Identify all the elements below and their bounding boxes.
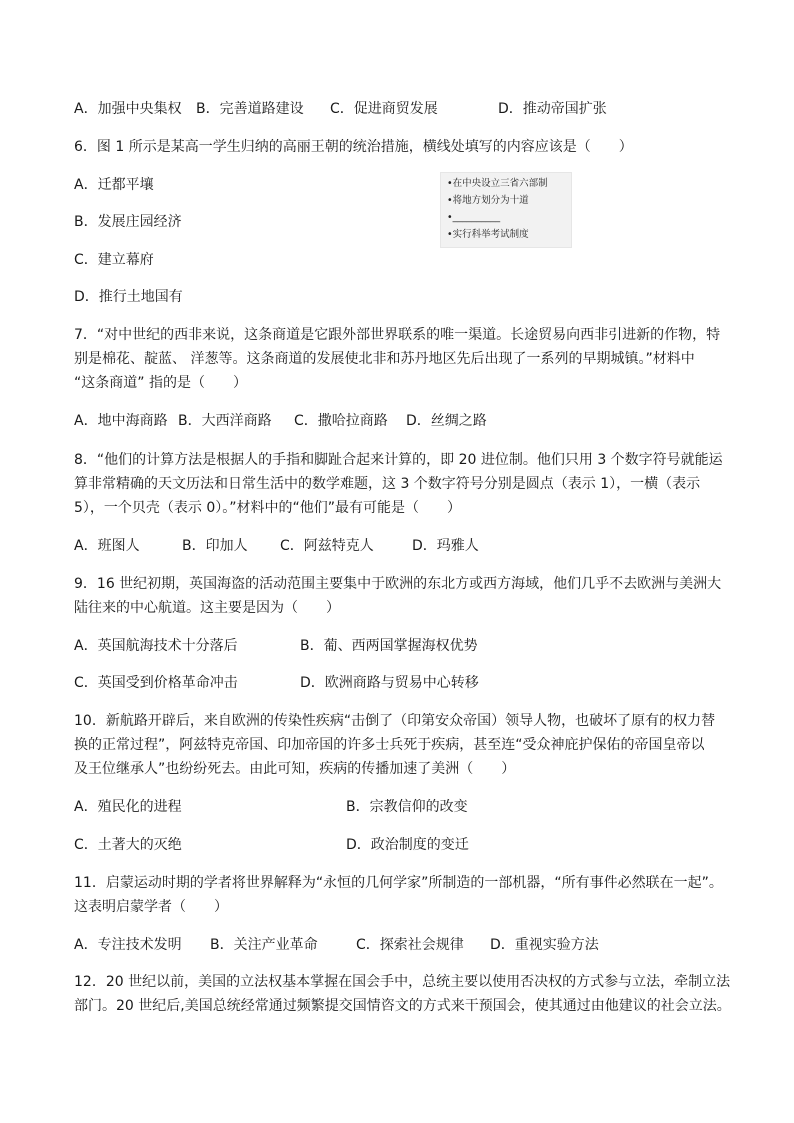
q10-line: 换的正常过程”，阿兹特克帝国、印加帝国的许多士兵死于疾病，甚至连“受众神庇护保佑的帝国皇帝以 [74, 737, 705, 753]
q9-option-d: D．欧洲商路与贸易中心转移 [300, 675, 479, 691]
q7-option-c: C．撒哈拉商路 [294, 413, 388, 429]
q7-line: 别是棉花、靛蓝、 洋葱等。这条商道的发展使北非和苏丹地区先后出现了一系列的早期城镇。”材料中 [74, 351, 695, 367]
q10-line: 及王位继承人”也纷纷死去。由此可知，疾病的传播加速了美洲（ ） [74, 761, 516, 777]
q5-option-a: A．加强中央集权 [74, 101, 182, 117]
q8-line: 算非常精确的天文历法和日常生活中的数学难题，这 3 个数字符号分别是圆点（表示 1），一横（表示 [74, 476, 701, 492]
q8-line: 5），一个贝壳（表示 0）。”材料中的“他们”最有可能是（ ） [74, 500, 462, 516]
q7-option-b: B．大西洋商路 [178, 413, 272, 429]
q10-line: 10．新航路开辟后，来自欧洲的传染性疾病“击倒了（印第安众帝国）领导人物，也破坏了原有的权力替 [74, 713, 716, 729]
q8-option-c: C．阿兹特克人 [280, 538, 374, 554]
q9-option-c: C．英国受到价格革命冲击 [74, 675, 238, 691]
q12-line: 12．20 世纪以前，美国的立法权基本掌握在国会手中，总统主要以使用否决权的方式参与立法，牵制立法 [74, 974, 731, 990]
q5-option-b: B．完善道路建设 [196, 101, 304, 117]
q8-line: 8．“他们的计算方法是根据人的手指和脚趾合起来计算的，即 20 进位制。他们只用 3 个数字符号就能运 [74, 452, 723, 468]
q6-figure-line: •在中央设立三省六部制 [447, 178, 548, 189]
q6-stem: 6．图 1 所示是某高一学生归纳的高丽王朝的统治措施，横线处填写的内容应该是（ ） [74, 139, 633, 155]
q6-figure-line: •__________ [447, 212, 501, 223]
q11-line: 11．启蒙运动时期的学者将世界解释为“永恒的几何学家”所制造的一部机器，“所有事件必然联在一起”。 [74, 875, 723, 891]
q6-option-c: C．建立幕府 [74, 252, 154, 268]
q7-line: “这条商道” 指的是（ ） [74, 375, 247, 391]
q11-line: 这表明启蒙学者（ ） [74, 899, 228, 915]
q11-option-d: D．重视实验方法 [490, 937, 599, 953]
q10-option-b: B．宗教信仰的改变 [346, 799, 468, 815]
q11-option-b: B．关注产业革命 [210, 937, 318, 953]
q8-option-a: A．班图人 [74, 538, 140, 554]
q5-option-d: D．推动帝国扩张 [498, 101, 607, 117]
q6-option-b: B．发展庄园经济 [74, 214, 182, 230]
q10-option-c: C．土著大的灭绝 [74, 837, 182, 853]
q9-line: 9．16 世纪初期，英国海盗的活动范围主要集中于欧洲的东北方或西方海域，他们几乎不去欧洲与美洲大 [74, 576, 722, 592]
q6-option-a: A．迁都平壤 [74, 177, 154, 193]
q12-line: 部门。20 世纪后,美国总统经常通过频繁提交国情咨文的方式来干预国会，使其通过由他建议的社会立法。 [74, 998, 731, 1014]
q5-option-c: C．促进商贸发展 [330, 101, 438, 117]
q9-option-b: B．葡、西两国掌握海权优势 [300, 638, 478, 654]
q9-line: 陆往来的中心航道。这主要是因为（ ） [74, 600, 340, 616]
q11-option-c: C．探索社会规律 [356, 937, 464, 953]
q6-option-d: D．推行土地国有 [74, 289, 183, 305]
q6-figure [440, 172, 572, 248]
q11-option-a: A．专注技术发明 [74, 937, 182, 953]
q10-option-d: D．政治制度的变迁 [346, 837, 469, 853]
q8-option-d: D．玛雅人 [412, 538, 479, 554]
q6-figure-line: •将地方划分为十道 [447, 195, 529, 206]
q7-line: 7．“对中世纪的西非来说，这条商道是它跟外部世界联系的唯一渠道。长途贸易向西非引进新的作物，特 [74, 327, 721, 343]
q6-figure-line: •实行科举考试制度 [447, 229, 529, 240]
q9-option-a: A．英国航海技术十分落后 [74, 638, 238, 654]
q7-option-d: D．丝绸之路 [406, 413, 487, 429]
q10-option-a: A．殖民化的进程 [74, 799, 182, 815]
q7-option-a: A．地中海商路 [74, 413, 168, 429]
q8-option-b: B．印加人 [182, 538, 248, 554]
